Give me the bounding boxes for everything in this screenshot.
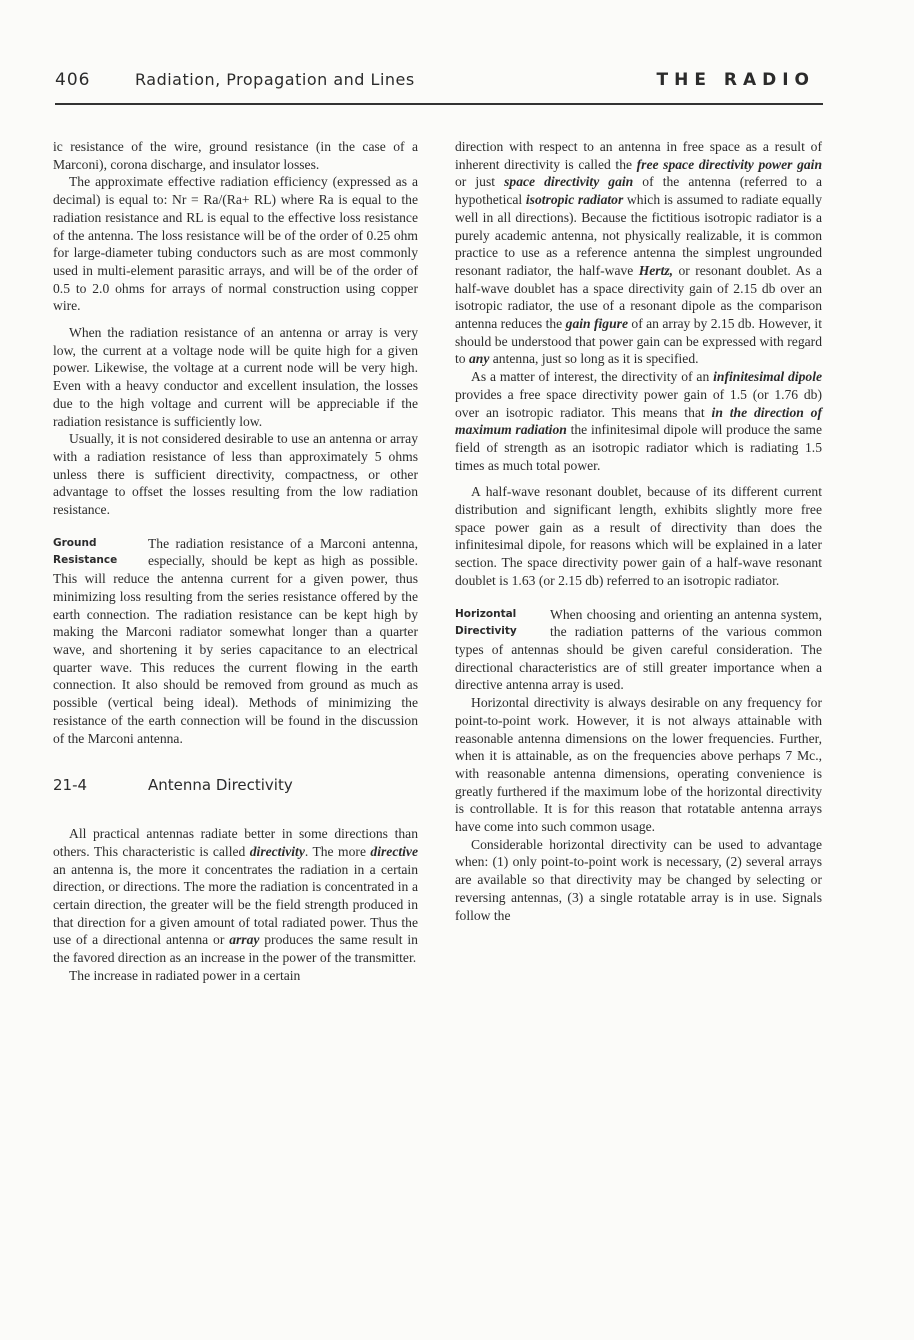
paragraph: When the radiation resistance of an antenna or array is very low, the current at a voltage node will be quite high for a given power. Likewise, the voltage at a current node will be very high. Even with a heavy conductor and excellent insulation, the losses due to the high voltage and current will be appreciable if the radiation resistance is sufficiently low. <box>53 325 418 429</box>
paragraph: The approximate effective radiation efficiency (expressed as a decimal) is equal to: Nr = Ra/(Ra+ RL) where Ra is equal to the radiation resistance and RL is equal to the effective loss resistance of the antenna. The loss resistance will be of the order of 0.25 ohm for large-diameter tubing conductors such as are most commonly used in multi-element parasitic arrays, and will be of the order of 0.5 to 2.0 ohms for arrays of normal construction using copper wire. <box>53 174 418 314</box>
paragraph: Horizontal directivity is always desirable on any frequency for point-to-point work. However, it is not always attainable with reasonable antenna dimensions on the lower frequencies. Further, when it is attainable, as on the frequencies above perhaps 7 Mc., with reasonable antenna dimensions, operating convenience is greatly furthered if the maximum lobe of the horizontal directivity is controllable. It is for this reason that rotatable antenna arrays have come into such common usage. <box>455 695 822 835</box>
side-heading: Ground Resistance <box>53 536 118 567</box>
paragraph: The increase in radiated power in a certain <box>69 967 301 983</box>
paragraph: When choosing and orienting an antenna system, the radiation patterns of the various common types of antennas should be given careful consideration. The directional characteristics are of still greater importance when a directive antenna array is used. <box>455 606 822 693</box>
paragraph: Considerable horizontal directivity can be used to advantage when: (1) only point-to-point work is necessary, (2) several arrays are available so that directivity may be changed by selecting or reversing antennas, (3) a single rotatable array is in use. Signals follow the <box>455 836 822 923</box>
paragraph: As a matter of interest, the directivity of an infinitesimal dipole provides a free space directivity power gain of 1.5 (or 1.76 db) over an isotropic radiator. This means that in the direction of maximum radiation the infinitesimal dipole will produce the same field of strength as an isotropic radiator which is radiating 1.5 times as much total power. <box>455 369 823 473</box>
paragraph: All practical antennas radiate better in some directions than others. This characteristic is called directivity. The more directive an antenna is, the more it concentrates the radiation in a certain direction, or directions. The more the radiation is concentrated in a certain direction, the greater will be the field strength produced in that direction for a given amount of total radiated power. Thus the use of a directional antenna or array produces the same result in the favored direction as an increase in the power of the transmitter. <box>53 826 418 966</box>
side-heading-paragraph <box>53 535 418 747</box>
running-title: Radiation, Propagation and Lines <box>135 70 415 89</box>
side-heading: Horizontal Directivity <box>455 607 517 638</box>
book-title: THE RADIO <box>656 70 815 90</box>
section-title: Antenna Directivity <box>148 776 293 795</box>
paragraph: direction with respect to an antenna in free space as a result of inherent directivity is called the free space directivity power gain or just space directivity gain of the antenna (referred to a hypothetical isotropic radiator which is assumed to radiate equally well in all directions). Because the fictitious isotropic radiator is a purely academic antenna, not physically realizable, it is common practice to use as a reference antenna the simplest ungrounded resonant radiator, the half-wave Hertz, or resonant doublet. As a half-wave doublet has a space directivity gain of 2.15 db over an isotropic radiator, the use of a resonant dipole as the comparison antenna reduces the gain figure of an array by 2.15 db. However, it should be understood that power gain can be expressed with regard to any antenna, just so long as it is specified. <box>455 139 823 367</box>
page-number: 406 <box>55 70 91 90</box>
side-heading-paragraph <box>455 606 822 695</box>
paragraph: ic resistance of the wire, ground resistance (in the case of a Marconi), corona discharge, and insulator losses. <box>53 139 418 172</box>
page-header <box>55 70 815 96</box>
paragraph: A half-wave resonant doublet, because of its different current distribution and significant length, exhibits slightly more free space power gain as a result of directivity than does the infinitesimal dipole, for reasons which will be explained in a later section. The space directivity power gain of a half-wave resonant doublet is 1.63 (or 2.15 db) referred to an isotropic radiator. <box>455 484 822 588</box>
paragraph: Usually, it is not considered desirable to use an antenna or array with a radiation resistance of less than approximately 5 ohms unless there is sufficient directivity, compactness, or other advantage to offset the losses resulting from the low radiation resistance. <box>53 431 418 518</box>
section-number: 21-4 <box>53 776 88 795</box>
section-heading <box>53 777 418 799</box>
header-rule <box>55 103 823 105</box>
right-column <box>455 138 822 924</box>
paragraph: The radiation resistance of a Marconi antenna, especially, should be kept as high as possible. This will reduce the antenna current for a given power, thus minimizing loss resulting from the series resistance offered by the earth connection. The radiation resistance can be kept high by making the Marconi radiator somewhat longer than a quarter wave, and shortening it by series capacitance to an electrical quarter wave. This reduces the current flowing in the earth connection. It also should be removed from ground as much as possible (vertical being ideal). Methods of minimizing the resistance of the earth connection will be found in the discussion of the Marconi antenna. <box>53 535 418 746</box>
left-column <box>53 138 418 985</box>
